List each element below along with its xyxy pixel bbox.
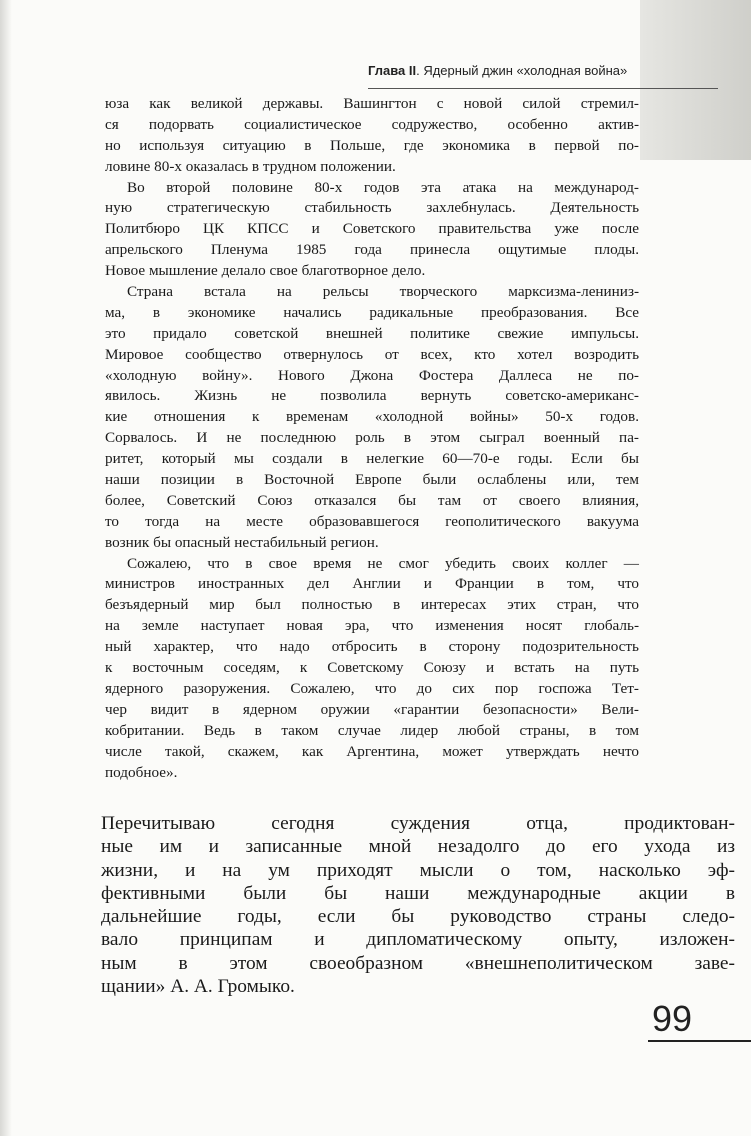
text-line: но используя ситуацию в Польше, где экономика в первой по- bbox=[105, 136, 639, 154]
text-line: явилось. Жизнь не позволила вернуть советско-американс- bbox=[105, 387, 639, 405]
closing-paragraph bbox=[101, 812, 735, 998]
text-line: Новое мышление делало свое благотворное дело. bbox=[105, 262, 426, 280]
chapter-title: . Ядерный джин «холодная война» bbox=[416, 63, 628, 78]
text-line: дальнейшие годы, если бы руководство страны следо- bbox=[101, 906, 735, 928]
text-line: Во второй половине 80-х годов эта атака на международ- bbox=[127, 178, 639, 196]
text-line: ядерного разоружения. Сожалею, что до сих пор госпожа Тет- bbox=[105, 679, 639, 697]
text-line: «холодную войну». Нового Джона Фостера Даллеса не по- bbox=[105, 366, 639, 384]
text-line: ма, в экономике начались радикальные преобразования. Все bbox=[105, 303, 639, 321]
text-line: ный характер, что надо отбросить в сторону подозрительность bbox=[105, 638, 639, 656]
text-line: числе такой, скажем, как Аргентина, может утверждать нечто bbox=[105, 742, 639, 760]
text-line: кобритании. Ведь в таком случае лидер любой страны, в том bbox=[105, 721, 639, 739]
text-line: апрельского Пленума 1985 года принесла ощутимые плоды. bbox=[105, 241, 639, 259]
text-line: ся подорвать социалистическое содружество, особенно актив- bbox=[105, 115, 639, 133]
text-line: министров иностранных дел Англии и Франции в том, что bbox=[105, 575, 639, 593]
text-line: то тогда на месте образовавшегося геополитического вакуума bbox=[105, 512, 639, 530]
text-line: более, Советский Союз отказался бы там от своего влияния, bbox=[105, 491, 639, 509]
text-line: Политбюро ЦК КПСС и Советского правительства уже после bbox=[105, 220, 639, 238]
text-line: ритет, который мы создали в нелегкие 60—70-е годы. Если бы bbox=[105, 450, 639, 468]
chapter-label: Глава II bbox=[368, 63, 417, 78]
text-line: ным в этом своеобразном «внешнеполитическом заве- bbox=[101, 952, 735, 974]
text-line: вало принципам и дипломатическому опыту, изложен- bbox=[101, 929, 735, 951]
text-line: ные им и записанные мной незадолго до его ухода из bbox=[101, 836, 735, 858]
text-line: наши позиции в Восточной Европе были ослаблены или, тем bbox=[105, 471, 639, 489]
text-line: чер видит в ядерном оружии «гарантии безопасности» Вели- bbox=[105, 700, 639, 718]
page-number-rule bbox=[648, 1040, 751, 1042]
text-line: к восточным соседям, к Советскому Союзу и встать на путь bbox=[105, 659, 639, 677]
text-line: Мировое сообщество отвернулось от всех, кто хотел возродить bbox=[105, 345, 639, 363]
running-header bbox=[368, 63, 716, 78]
page-number: 99 bbox=[652, 998, 693, 1039]
text-line: жизни, и на ум приходят мысли о том, насколько эф- bbox=[101, 859, 735, 881]
header-rule bbox=[368, 88, 718, 89]
text-line: возник бы опасный нестабильный регион. bbox=[105, 533, 379, 551]
text-line: Сорвалось. И не последнюю роль в этом сыграл военный па- bbox=[105, 429, 639, 447]
text-line: юза как великой державы. Вашингтон с новой силой стремил- bbox=[105, 95, 639, 112]
text-line: безъядерный мир был полностью в интересах этих стран, что bbox=[105, 596, 639, 614]
scan-edge-shadow bbox=[0, 0, 12, 1136]
text-line: ловине 80-х оказалась в трудном положении. bbox=[105, 157, 396, 175]
header-shade-box bbox=[640, 0, 751, 160]
text-line: фективными были бы наши международные акции в bbox=[101, 882, 735, 904]
quoted-text bbox=[105, 94, 639, 783]
text-line: на земле наступает новая эра, что изменения носят глобаль- bbox=[105, 617, 639, 635]
text-line: ную стратегическую стабильность захлебнулась. Деятельность bbox=[105, 199, 639, 217]
text-line: это придало советской внешней политике свежие импульсы. bbox=[105, 324, 639, 342]
text-line: щании» А. А. Громыко. bbox=[101, 976, 295, 998]
text-line: кие отношения к временам «холодной войны» 50-х годов. bbox=[105, 408, 639, 426]
text-line: Страна встала на рельсы творческого марксизма-лениниз- bbox=[127, 283, 639, 301]
text-line: Сожалею, что в свое время не смог убедить своих коллег — bbox=[127, 554, 639, 572]
text-line: подобное». bbox=[105, 763, 178, 781]
text-line: Перечитываю сегодня суждения отца, продиктован- bbox=[101, 813, 735, 834]
